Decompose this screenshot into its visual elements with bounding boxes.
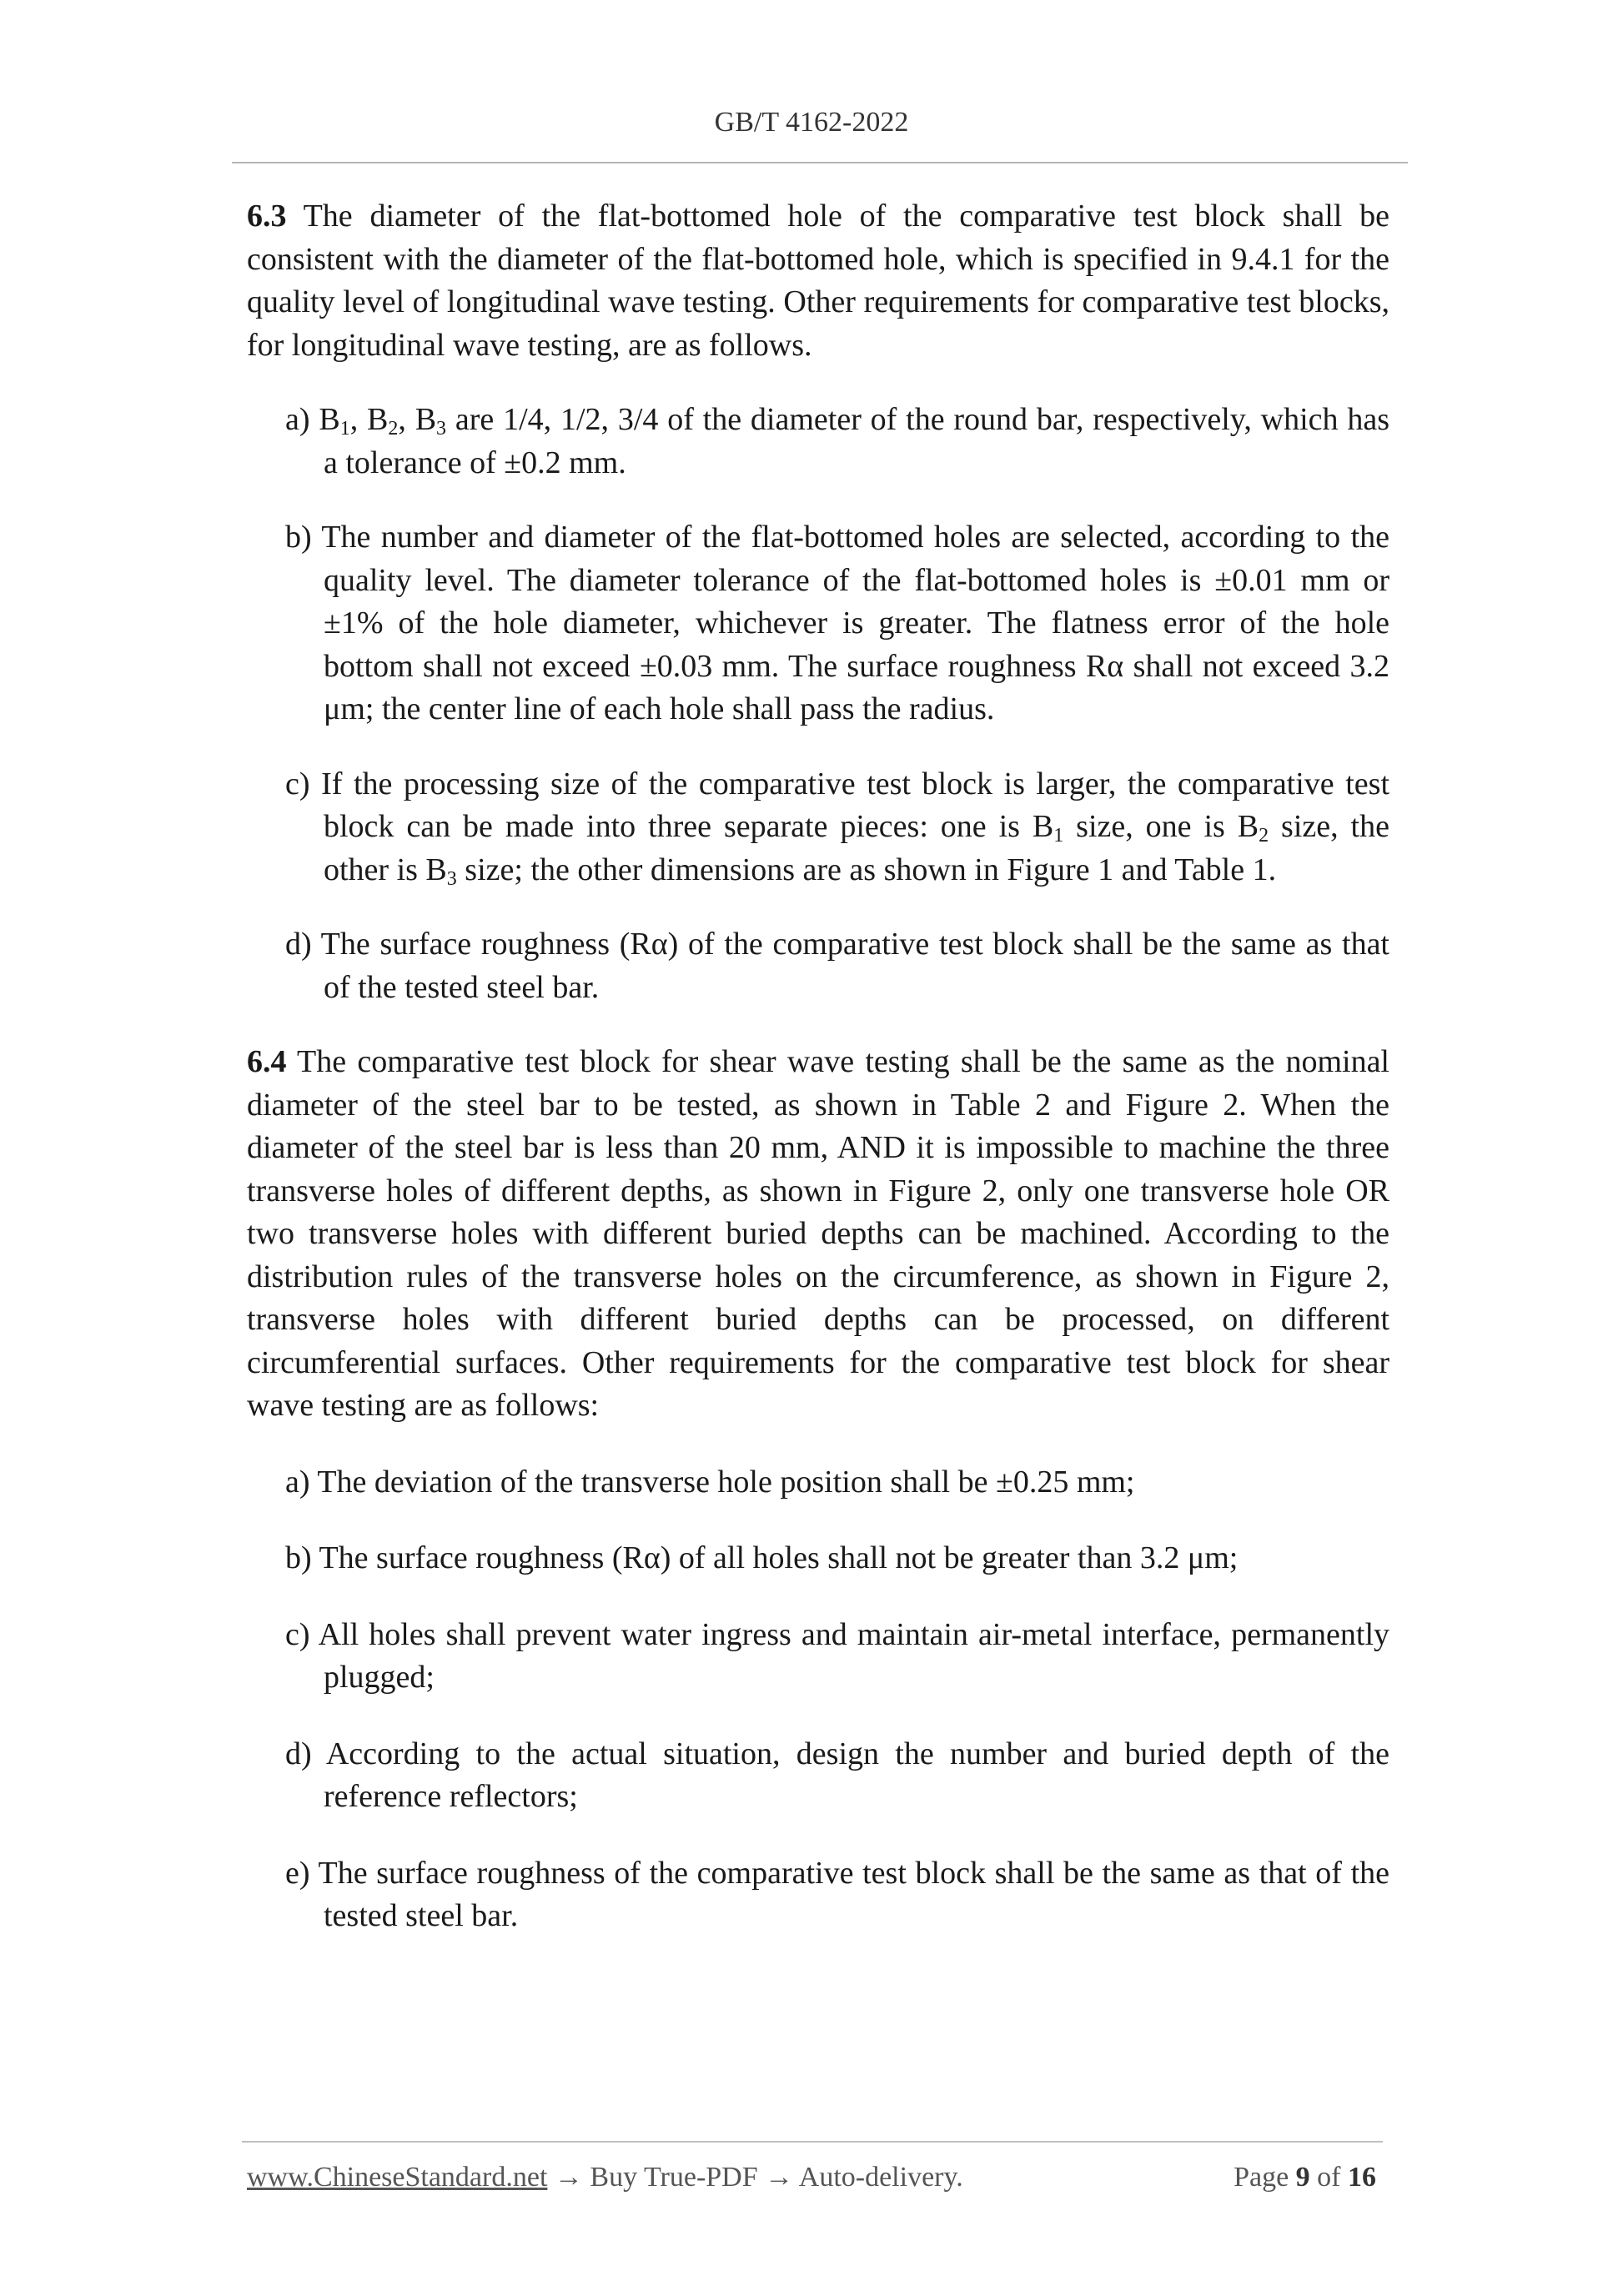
item-c-part2: size, one is B bbox=[1063, 809, 1259, 844]
document-body bbox=[247, 195, 1389, 1938]
clause-6-3-text: The diameter of the flat-bottomed hole of the comparative test block shall be consistent with the diameter of the flat-bottomed hole, which is specified in 9.4.1 for the quality level of longitudinal wave testing. Other requirements for comparative test blocks, for longitudinal wave testing, are as follows. bbox=[247, 198, 1389, 363]
item-c-sub1: 1 bbox=[1053, 825, 1064, 847]
item-c-part4: size; the other dimensions are as shown in Figure 1 and Table 1. bbox=[456, 852, 1277, 887]
page-total: 16 bbox=[1348, 2162, 1376, 2193]
footer-tagline: → Buy True-PDF → Auto-delivery. bbox=[547, 2162, 963, 2193]
clause-6-3-item-d: d) The surface roughness (Rα) of the comparative test block shall be the same as that of the tested steel bar. bbox=[285, 927, 1389, 1005]
item-a-sub1: 1 bbox=[339, 418, 350, 440]
clause-6-4-item-d: d) According to the actual situation, design the number and buried depth of the reference reflectors; bbox=[285, 1736, 1389, 1814]
item-a-mid2: , B bbox=[398, 402, 437, 437]
chinesestandard-link[interactable]: www.ChineseStandard.net bbox=[247, 2162, 548, 2193]
item-a-sub3: 3 bbox=[436, 418, 447, 440]
item-a-label: a) B bbox=[285, 402, 340, 437]
item-a-sub2: 2 bbox=[388, 418, 399, 440]
clause-6-3-number: 6.3 bbox=[247, 198, 287, 234]
clause-6-4-item-e: e) The surface roughness of the comparative test block shall be the same as that of the tested steel bar. bbox=[285, 1855, 1389, 1933]
page-label: Page bbox=[1234, 2162, 1296, 2193]
clause-6-3 bbox=[247, 195, 1389, 367]
header-divider bbox=[232, 162, 1408, 163]
clause-6-4-number: 6.4 bbox=[247, 1044, 287, 1079]
clause-6-3-item-c bbox=[285, 763, 1389, 892]
clause-6-4-item-a: a) The deviation of the transverse hole position shall be ±0.25 mm; bbox=[285, 1464, 1135, 1500]
clause-6-4 bbox=[247, 1041, 1389, 1428]
footer-promo bbox=[247, 2162, 963, 2193]
document-header-title: GB/T 4162-2022 bbox=[714, 107, 909, 138]
clause-6-4-item-c: c) All holes shall prevent water ingress and maintain air-metal interface, permanently plugged; bbox=[285, 1616, 1389, 1695]
page-indicator bbox=[1234, 2162, 1376, 2193]
clause-6-4-item-b: b) The surface roughness (Rα) of all holes shall not be greater than 3.2 μm; bbox=[285, 1540, 1239, 1575]
page-current: 9 bbox=[1295, 2162, 1310, 2193]
item-c-sub2: 2 bbox=[1259, 825, 1269, 847]
clause-6-3-item-b: b) The number and diameter of the flat-bottomed holes are selected, according to the quality level. The diameter tolerance of the flat-bottomed holes is ±0.01 mm or ±1% of the hole diameter, whichever is greater. The flatness error of the hole bottom shall not exceed ±0.03 mm. The surface roughness Rα shall not exceed 3.2 μm; the center line of each hole shall pass the radius. bbox=[285, 520, 1389, 726]
item-a-rest: are 1/4, 1/2, 3/4 of the diameter of the round bar, respectively, which has a tolerance of ±0.2 mm. bbox=[324, 402, 1389, 480]
item-c-sub3: 3 bbox=[446, 867, 457, 890]
clause-6-4-text: The comparative test block for shear wave testing shall be the same as the nominal diameter of the steel bar to be tested, as shown in Table 2 and Figure 2. When the diameter of the steel bar is less than 20 mm, AND it is impossible to machine the three transverse holes of different depths, as shown in Figure 2, only one transverse hole OR two transverse holes with different buried depths can be machined. According to the distribution rules of the transverse holes on the circumference, as shown in Figure 2, transverse holes with different buried depths can be processed, on different circumferential surfaces. Other requirements for the comparative test block for shear wave testing are as follows: bbox=[247, 1044, 1389, 1423]
item-a-mid1: , B bbox=[349, 402, 389, 437]
item-c-part3: size, the other is B bbox=[324, 809, 1389, 887]
footer-divider bbox=[242, 2141, 1383, 2143]
clause-6-3-item-a bbox=[285, 399, 1389, 485]
item-c-part1: c) If the processing size of the comparative test block is larger, the comparative test block can be made into three separate pieces: one is B bbox=[285, 766, 1389, 844]
page-of: of bbox=[1309, 2162, 1348, 2193]
